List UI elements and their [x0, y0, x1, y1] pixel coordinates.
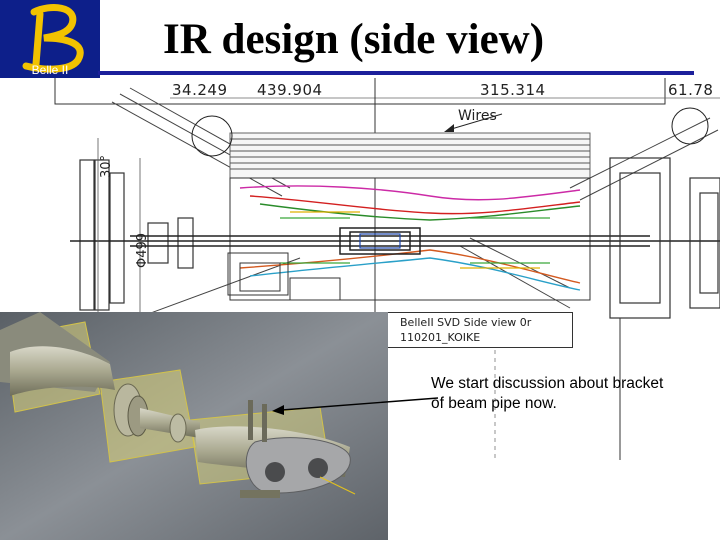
belle2-logo — [0, 0, 100, 78]
wires-label: Wires — [458, 108, 497, 124]
dimension-34-249: 34.249 — [172, 81, 228, 99]
dimension-61-78: 61.78 — [668, 81, 714, 99]
dimension-439-904: 439.904 — [257, 81, 323, 99]
title-underline — [98, 71, 694, 75]
note-line-1: We start discussion about bracket — [431, 375, 664, 392]
note-line-2: of beam pipe now. — [431, 395, 557, 412]
dimension-315-314: 315.314 — [480, 81, 546, 99]
slide-title: IR design (side view) — [163, 16, 545, 63]
logo-text: Belle II — [31, 63, 69, 77]
drawing-caption-line1: BelleII SVD Side view 0r — [400, 316, 532, 329]
beam-pipe-3d-render — [0, 312, 388, 540]
bracket-pointer-arrow — [270, 390, 440, 420]
diameter-label: Φ499 — [135, 232, 150, 268]
discussion-note — [431, 374, 716, 414]
angle-label: 30° — [99, 154, 114, 178]
drawing-caption-line2: 110201_KOIKE — [400, 331, 481, 344]
